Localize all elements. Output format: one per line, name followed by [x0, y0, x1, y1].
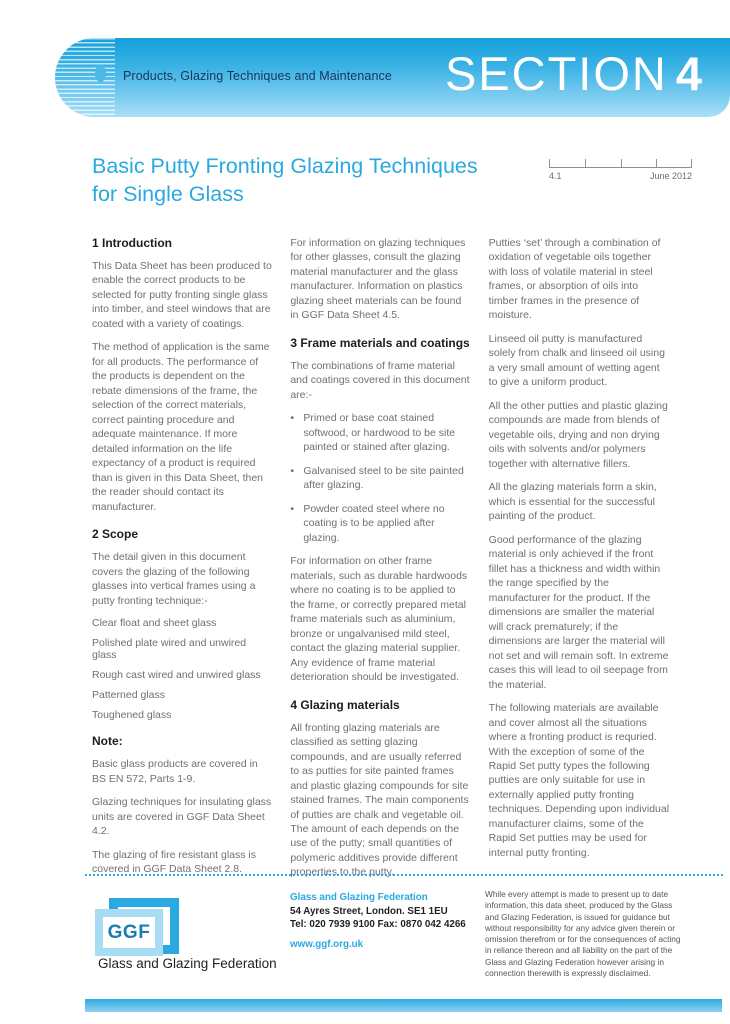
body-paragraph: The glazing of fire resistant glass is covered in GGF Data Sheet 2.8.	[92, 848, 256, 876]
content-columns	[92, 236, 670, 889]
content-column-1	[92, 236, 273, 889]
body-paragraph: The following materials are available and cover almost all the situations where a fronting product is requried. With the exception of some of the Rapid Set putty types the following putties are only suitable for use in externally applied putty fronting techniques. Depending upon individual manufacturer claims, some of the Rapid Set putties may be used for internal putty fronting.	[488, 702, 670, 859]
content-column-2	[290, 236, 471, 889]
section-number: 4	[675, 47, 702, 100]
glass-type-item: Toughened glass	[92, 709, 172, 722]
logo-caption: Glass and Glazing Federation	[98, 956, 277, 971]
section-word: SECTION	[444, 47, 668, 100]
body-paragraph: For information on glazing techniques for other glasses, consult the glazing material manufacturer and the glass manufacturer. Information on plastics glazing sheet materials can be found in GGF Data Sheet 4.5.	[290, 237, 466, 322]
bottom-accent-bar	[85, 999, 722, 1012]
glass-type-item: Polished plate wired and unwired glass	[92, 637, 247, 662]
band-category-label: Products, Glazing Techniques and Maintenance	[123, 69, 392, 83]
ruler-tick	[656, 159, 657, 167]
logo-front-frame	[95, 909, 163, 956]
title-row	[92, 153, 692, 209]
logo-acronym: GGF	[107, 921, 151, 943]
bullet-item	[290, 464, 471, 493]
organisation-website-link[interactable]: www.ggf.org.uk	[290, 939, 364, 950]
issue-date: June 2012	[649, 171, 692, 181]
ruler-tick	[691, 159, 692, 167]
disclaimer-text: While every attempt is made to present up to date information, this data sheet, produced by the Glass and Glazing Federation, is issued for guidance but without responsibility for any advice given therein or omission therefrom or for the consequences of acting in reliance thereon and all liability on the part of the Glass and Glazing Federation however arising in connection therewith is expressly disclaimed.	[485, 889, 681, 978]
bullet-item	[290, 502, 471, 545]
body-paragraph: This Data Sheet has been produced to enable the correct products to be selected for putty fronting single glass into timber, and steel windows that are coated with a variety of coatings.	[92, 260, 272, 330]
organisation-contact-block	[290, 892, 480, 952]
body-paragraph: All fronting glazing materials are classified as setting glazing compounds, and are usually referred to as putties for site painted frames and plastic glazing compounds for site stained frames. The main components of putties are chalk and vegetable oil. The amount of each depends on the use of the putty; small quantities of polymeric additives provide different properties to the putty.	[290, 721, 469, 879]
section-heading-note: Note:	[92, 734, 123, 749]
body-paragraph: The detail given in this document covers the glazing of the following glasses into vertical frames using a putty fronting technique:-	[92, 551, 256, 607]
section-heading-banner	[445, 46, 702, 101]
glass-type-item: Patterned glass	[92, 689, 165, 702]
ggf-logo	[95, 898, 179, 956]
footer-dotted-divider	[85, 874, 723, 876]
bullet-item	[290, 411, 471, 454]
organisation-address: 54 Ayres Street, London. SE1 1EU	[290, 906, 448, 917]
band-stripes-decoration	[55, 38, 115, 117]
section-heading-glazing-materials: 4 Glazing materials	[290, 697, 400, 712]
body-paragraph: Good performance of the glazing material is only achieved if the front fillet has a thickness and width within the range specified by the manufacturer for the product. If the dimensions are smaller the material will crack prematurely; if the dimensions are larger the material will not set and will remain soft. In extreme cases this will lead to oil seepage from the material.	[488, 533, 669, 691]
glass-type-item: Clear float and sheet glass	[92, 617, 217, 630]
revision-ruler	[549, 160, 692, 209]
body-paragraph: All the glazing materials form a skin, which is essential for the successful painting of the product.	[488, 481, 657, 523]
body-paragraph: Linseed oil putty is manufactured solely from chalk and linseed oil using a very small amount of wetting agent to give a uniform product.	[488, 332, 665, 389]
body-paragraph: All the other putties and plastic glazing compounds are made from blends of vegetable oils, drying and non drying oils with solvents and/or polymers together with alternative fillers.	[488, 399, 668, 470]
bullet-dot-icon	[290, 502, 303, 545]
sheet-reference: 4.1	[549, 171, 562, 181]
bullet-dot-icon	[290, 411, 303, 454]
ruler-line	[549, 160, 692, 168]
glass-type-item: Rough cast wired and unwired glass	[92, 669, 261, 682]
body-paragraph: The combinations of frame material and coatings covered in this document are:-	[290, 359, 470, 401]
body-paragraph: Putties ‘set’ through a combination of oxidation of vegetable oils together with loss of volatile material in steel frames, or absorption of oils into timber frames in the presence of moisture.	[488, 237, 661, 322]
body-paragraph: Basic glass products are covered in BS EN 572, Parts 1-9.	[92, 758, 258, 785]
header-band	[55, 38, 730, 117]
ruler-tick	[549, 159, 550, 167]
body-paragraph: For information on other frame materials, such as durable hardwoods where no coating is to be applied to the frame, or correctly prepared metal frame materials such as aluminium, bronze or ungalvanised mild steel, contact the glazing material supplier. Any evidence of frame material deterioration should be investigated.	[290, 555, 468, 684]
body-paragraph: The method of application is the same for all products. The performance of the products is dependent on the rebate dimensions of the frame, the selection of the correct materials, correct painting procedure and adequate maintenance. If more detailed information on the life expectancy of a product is required than is given in this Data Sheet, then the reader should contact its manufacturer.	[92, 341, 270, 513]
document-title: Basic Putty Fronting Glazing Techniques for Single Glass	[92, 154, 478, 206]
bullet-text: Galvanised steel to be site painted after glazing.	[303, 464, 464, 492]
bullet-text: Powder coated steel where no coating is to be applied after glazing.	[303, 502, 445, 544]
ruler-labels	[549, 171, 692, 181]
section-heading-frame-materials: 3 Frame materials and coatings	[290, 335, 470, 350]
band-dot-decoration	[95, 65, 106, 82]
content-column-3	[489, 236, 670, 889]
section-heading-introduction: 1 Introduction	[92, 236, 172, 250]
ruler-tick	[621, 159, 622, 167]
section-heading-scope: 2 Scope	[92, 527, 139, 542]
ruler-tick	[585, 159, 586, 167]
organisation-phone-fax: Tel: 020 7939 9100 Fax: 0870 042 4266	[290, 919, 466, 930]
bullet-text: Primed or base coat stained softwood, or hardwood to be site painted or stained after glazing.	[303, 412, 456, 454]
organisation-name: Glass and Glazing Federation	[290, 892, 428, 903]
body-paragraph: Glazing techniques for insulating glass units are covered in GGF Data Sheet 4.2.	[92, 796, 272, 838]
bullet-dot-icon	[290, 464, 303, 493]
